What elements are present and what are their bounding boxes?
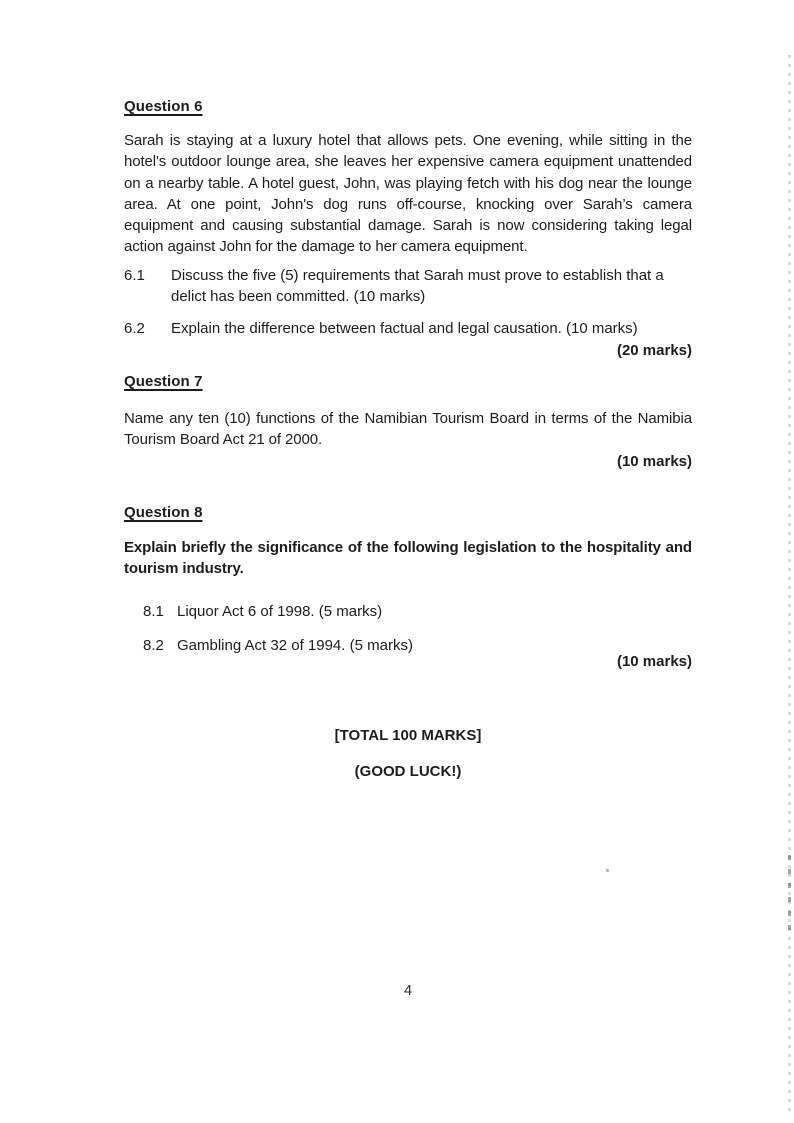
question-7-paragraph: Name any ten (10) functions of the Namibian Tourism Board in terms of the Namibia Tourism Board Act 21 of 2000. bbox=[124, 410, 692, 449]
question-item-6-1 bbox=[124, 265, 692, 308]
question-6-heading: Question 6 bbox=[124, 98, 203, 115]
question-8-instruction-paragraph: Explain briefly the significance of the following legislation to the hospitality and tourism industry. bbox=[124, 539, 692, 578]
question-7-total-marks: (10 marks) bbox=[616, 453, 692, 470]
page-number: 4 bbox=[403, 983, 413, 999]
item-text: Liquor Act 6 of 1998. (5 marks) bbox=[177, 603, 383, 620]
scan-edge-artifact-dark bbox=[788, 855, 791, 935]
question-7-heading: Question 7 bbox=[124, 373, 203, 390]
item-text: Discuss the five (5) requirements that Sarah must prove to establish that a delict has been committed. (10 marks) bbox=[171, 267, 664, 306]
item-text: Explain the difference between factual and legal causation. (10 marks) bbox=[171, 320, 638, 337]
question-item-6-2 bbox=[124, 318, 692, 339]
item-number: 6.2 bbox=[124, 320, 145, 337]
scan-edge-artifact bbox=[788, 55, 791, 1115]
item-number: 8.1 bbox=[143, 603, 164, 620]
good-luck-line: (GOOD LUCK!) bbox=[354, 763, 462, 780]
question-8-heading: Question 8 bbox=[124, 504, 203, 521]
item-number: 8.2 bbox=[143, 637, 164, 654]
question-6-scenario-paragraph: Sarah is staying at a luxury hotel that allows pets. One evening, while sitting in the hotel's outdoor lounge area, she leaves her expensive camera equipment unattended on a nearby table. A hotel guest, John, was playing fetch with his dog near the lounge area. At one point, John's dog runs off-course, knocking over Sarah’s camera equipment and causing substantial damage. Sarah is now considering taking legal action against John for the damage to her camera equipment. bbox=[124, 132, 692, 256]
total-marks-line: [TOTAL 100 MARKS] bbox=[334, 727, 482, 744]
item-number: 6.1 bbox=[124, 267, 145, 284]
scan-speck-artifact bbox=[606, 869, 609, 872]
question-item-8-1 bbox=[124, 601, 692, 622]
item-text: Gambling Act 32 of 1994. (5 marks) bbox=[177, 637, 413, 654]
question-8-total-marks: (10 marks) bbox=[616, 653, 692, 670]
question-6-total-marks: (20 marks) bbox=[616, 342, 692, 359]
